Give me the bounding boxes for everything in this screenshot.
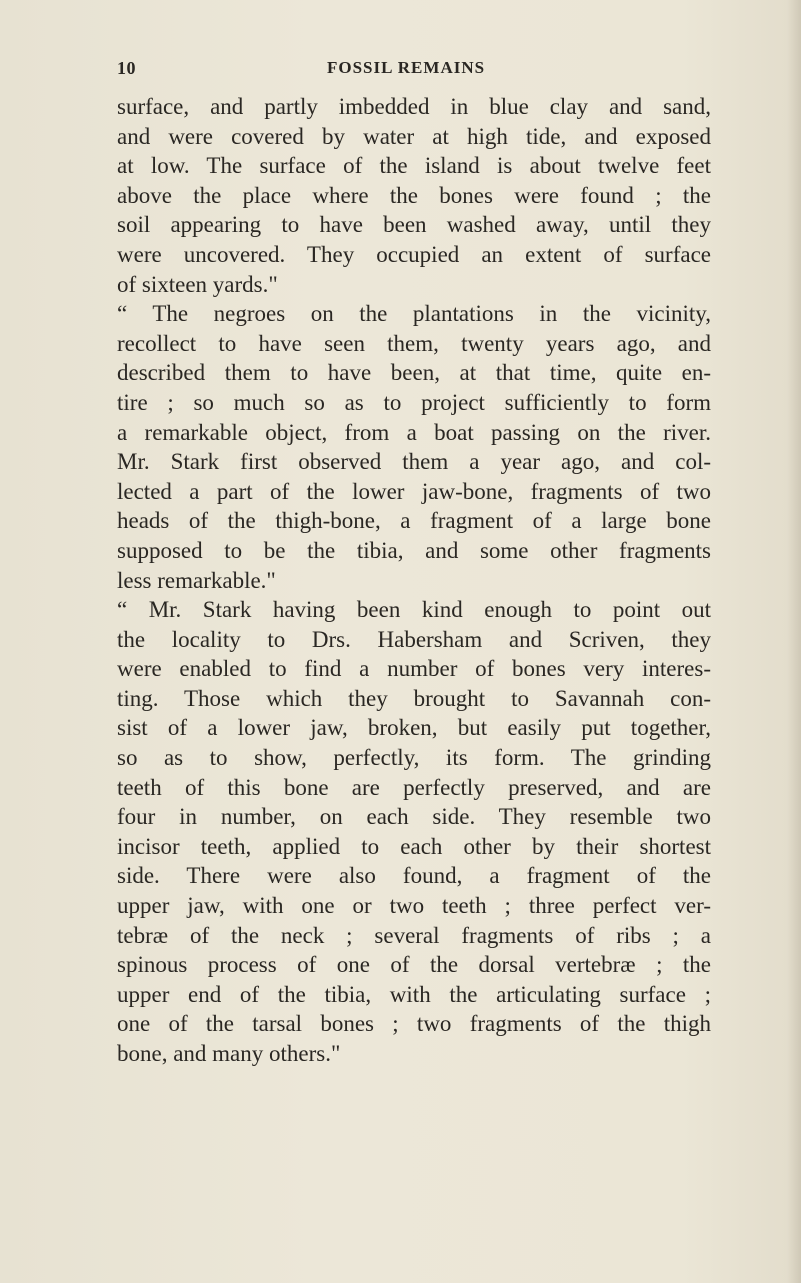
- running-head: [117, 58, 707, 82]
- text-line: incisor teeth, applied to each other by their shortest: [117, 833, 711, 859]
- text-line: surface, and partly imbedded in blue clay and sand,: [117, 94, 711, 119]
- text-line: soil appearing to have been washed away, until they: [117, 212, 711, 238]
- text-line: upper jaw, with one or two teeth ; three perfect ver-: [117, 893, 711, 919]
- text-line: less remarkable.": [117, 567, 276, 593]
- text-line: above the place where the bones were found ; the: [117, 182, 711, 208]
- text-line: recollect to have seen them, twenty years ago, and: [117, 330, 711, 356]
- text-line: of sixteen yards.": [117, 271, 278, 297]
- text-line: “ The negroes on the plantations in the vicinity,: [117, 301, 711, 327]
- text-line: the locality to Drs. Habersham and Scriven, they: [117, 626, 711, 652]
- text-line: spinous process of one of the dorsal vertebræ ; the: [117, 952, 711, 978]
- page-edge-shadow: [787, 0, 801, 1283]
- text-line: one of the tarsal bones ; two fragments of the thigh: [117, 1011, 711, 1037]
- text-line: and were covered by water at high tide, and exposed: [117, 123, 711, 149]
- text-line: four in number, on each side. They resemble two: [117, 804, 711, 830]
- text-line: sist of a lower jaw, broken, but easily put together,: [117, 715, 711, 741]
- text-line: were enabled to find a number of bones very interes-: [117, 656, 711, 682]
- text-line: side. There were also found, a fragment of the: [117, 863, 711, 889]
- running-title: FOSSIL REMAINS: [327, 58, 486, 77]
- page-number: 10: [117, 58, 136, 78]
- text-line: bone, and many others.": [117, 1041, 341, 1066]
- text-line: ting. Those which they brought to Savannah con-: [117, 685, 711, 711]
- text-line: were uncovered. They occupied an extent of surface: [117, 241, 711, 267]
- text-line: supposed to be the tibia, and some other fragments: [117, 537, 711, 563]
- text-line: teeth of this bone are perfectly preserved, and are: [117, 774, 711, 800]
- text-line: Mr. Stark first observed them a year ago, and col-: [117, 449, 711, 475]
- text-line: described them to have been, at that time, quite en-: [117, 360, 711, 386]
- text-line: upper end of the tibia, with the articulating surface ;: [117, 981, 711, 1007]
- text-line: lected a part of the lower jaw-bone, fragments of two: [117, 478, 711, 504]
- body-text: [117, 92, 711, 1069]
- text-line: heads of the thigh-bone, a fragment of a large bone: [117, 508, 711, 534]
- text-line: “ Mr. Stark having been kind enough to point out: [117, 597, 711, 623]
- text-line: tebræ of the neck ; several fragments of ribs ; a: [117, 922, 711, 948]
- text-line: a remarkable object, from a boat passing on the river.: [117, 419, 711, 445]
- text-line: tire ; so much so as to project sufficiently to form: [117, 389, 711, 415]
- text-line: at low. The surface of the island is about twelve feet: [117, 153, 711, 179]
- text-line: so as to show, perfectly, its form. The grinding: [117, 745, 711, 771]
